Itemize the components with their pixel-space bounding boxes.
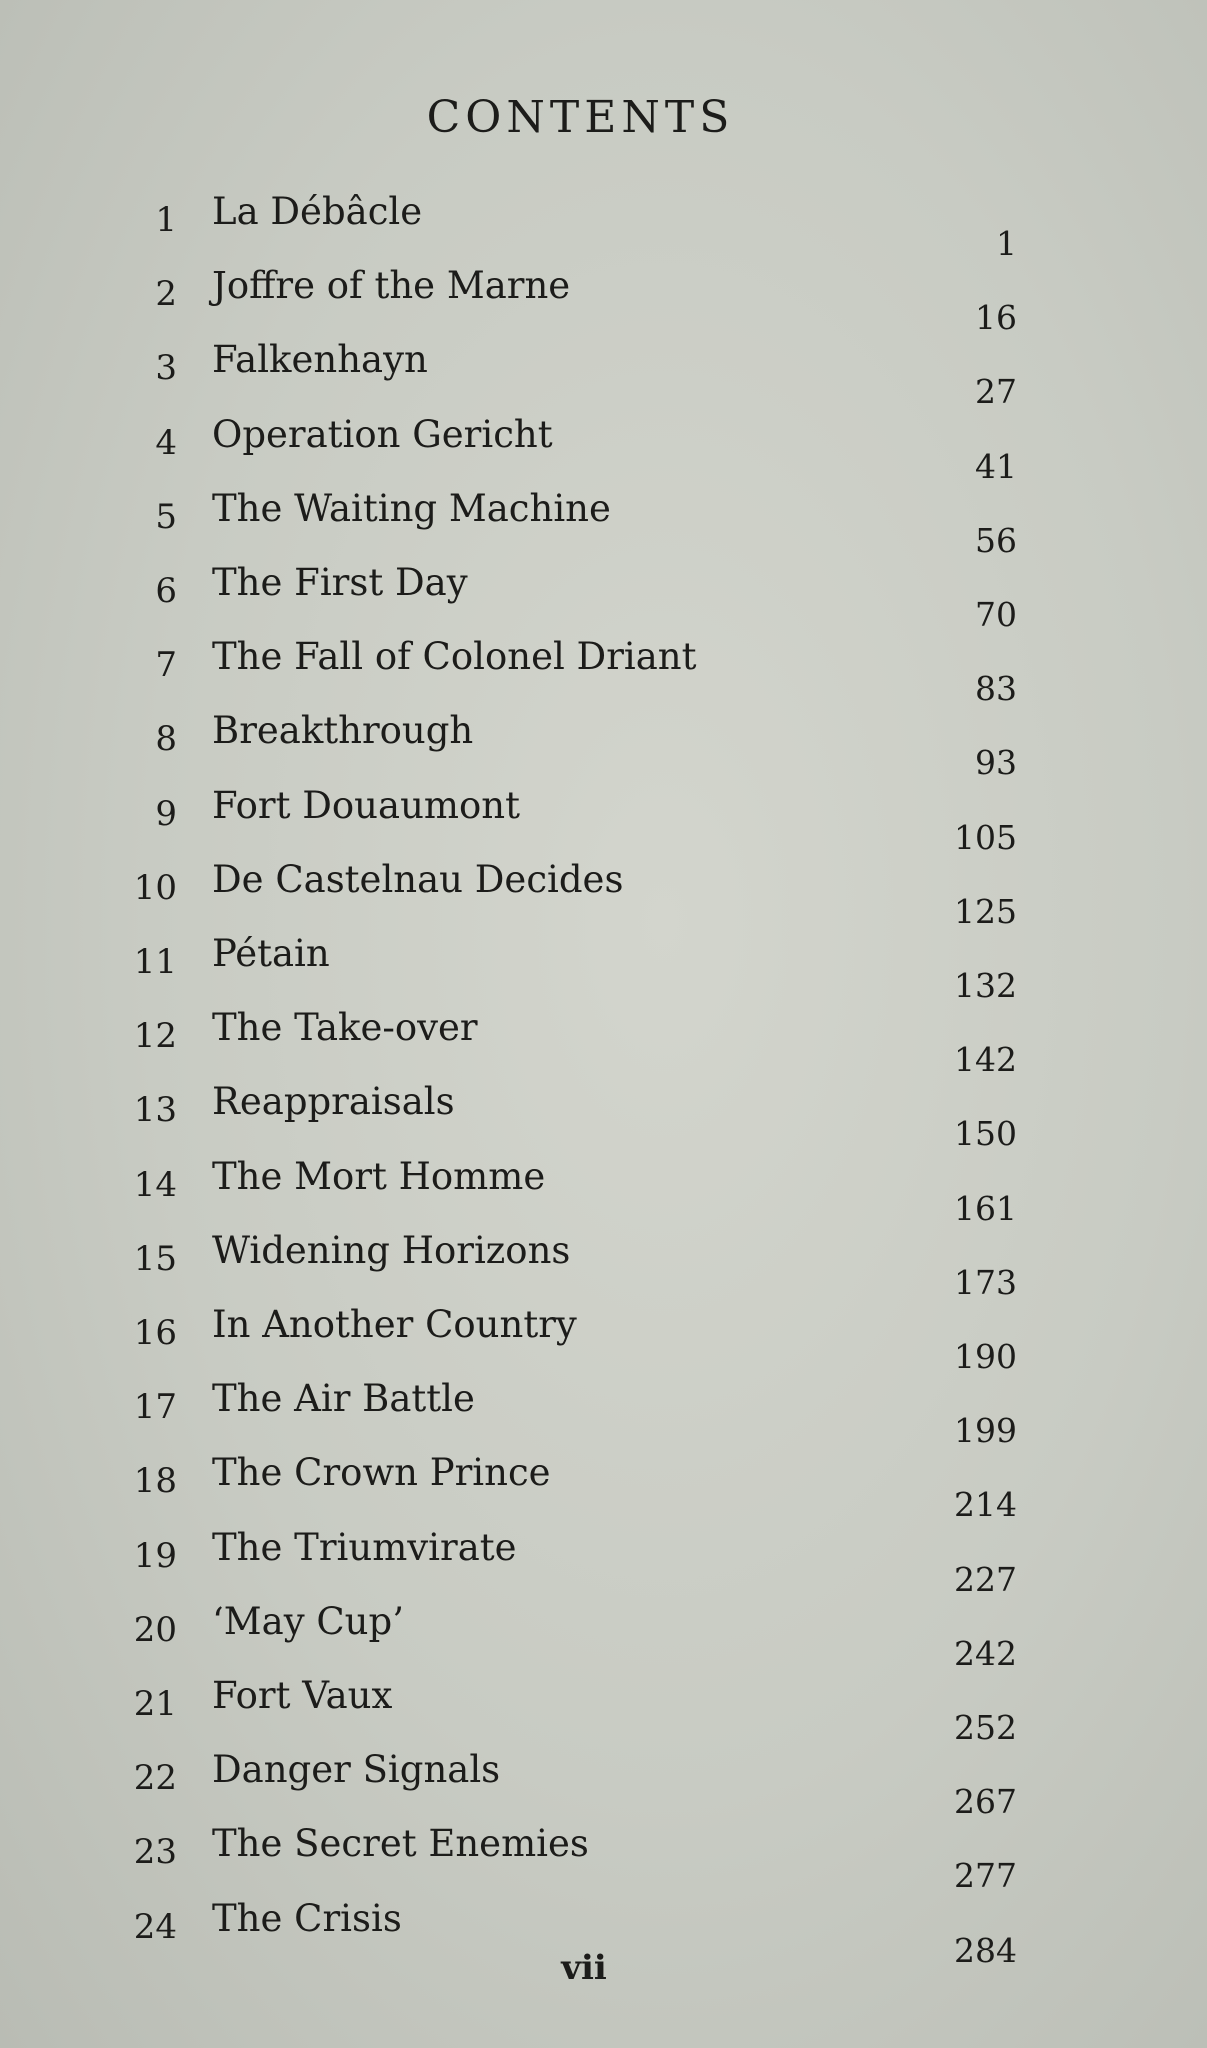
chapter-page-number: 190 (954, 1337, 1017, 1376)
toc-entry (0, 1822, 1207, 1896)
chapter-number: 21 (133, 1684, 177, 1724)
chapter-page-number: 1 (996, 224, 1017, 263)
chapter-title: The Air Battle (212, 1377, 475, 1421)
chapter-title: Pétain (212, 932, 330, 975)
chapter-page-number: 199 (954, 1411, 1017, 1451)
toc-entry (0, 932, 1207, 1005)
chapter-number: 11 (133, 942, 177, 982)
toc-entry (0, 190, 1207, 263)
chapter-number: 13 (133, 1090, 177, 1131)
chapter-page-number: 56 (975, 520, 1017, 560)
chapter-number: 2 (155, 274, 177, 315)
chapter-page-number: 227 (954, 1559, 1017, 1599)
chapter-title: De Castelnau Decides (212, 857, 624, 901)
chapter-number: 14 (133, 1164, 177, 1205)
toc-entry (0, 1303, 1207, 1376)
chapter-number: 15 (133, 1238, 177, 1279)
chapter-page-number: 70 (975, 595, 1017, 634)
chapter-page-number: 267 (954, 1782, 1017, 1822)
chapter-title: Joffre of the Marne (212, 264, 571, 308)
chapter-number: 12 (133, 1016, 177, 1057)
toc-entry (0, 1674, 1207, 1747)
chapter-title: The Take-over (212, 1006, 478, 1050)
chapter-title: The Mort Homme (212, 1154, 546, 1198)
chapter-number: 24 (133, 1906, 177, 1947)
toc-entry (0, 1228, 1207, 1302)
chapter-page-number: 214 (954, 1485, 1017, 1525)
chapter-title: The Triumvirate (212, 1525, 517, 1569)
chapter-number: 1 (155, 200, 177, 240)
toc-entry (0, 1080, 1207, 1154)
chapter-title: Danger Signals (212, 1748, 501, 1792)
toc-entry (0, 1006, 1207, 1080)
chapter-page-number: 242 (954, 1633, 1017, 1673)
toc-entry (0, 1748, 1207, 1822)
chapter-title: The Secret Enemies (212, 1822, 589, 1866)
chapter-title: The Waiting Machine (212, 486, 611, 530)
page-folio: vii (561, 1948, 607, 1988)
chapter-number: 6 (155, 571, 177, 611)
toc-entry (0, 412, 1207, 486)
chapter-page-number: 161 (954, 1188, 1017, 1228)
chapter-number: 19 (133, 1535, 177, 1576)
toc-entry (0, 709, 1207, 783)
chapter-title: Widening Horizons (212, 1228, 571, 1272)
toc-entry (0, 857, 1207, 931)
chapter-number: 5 (155, 496, 177, 537)
chapter-page-number: 93 (975, 743, 1017, 783)
chapter-number: 9 (155, 793, 177, 834)
chapter-page-number: 132 (954, 966, 1017, 1005)
chapter-page-number: 125 (954, 891, 1017, 931)
chapter-number: 20 (133, 1609, 177, 1650)
chapter-title: Fort Vaux (212, 1674, 393, 1717)
chapter-page-number: 16 (975, 298, 1017, 338)
toc-entry (0, 486, 1207, 560)
chapter-title: La Débâcle (212, 190, 423, 233)
toc-entry (0, 338, 1207, 412)
chapter-title: Operation Gericht (212, 412, 553, 456)
chapter-number: 4 (155, 422, 177, 463)
chapter-number: 8 (155, 719, 177, 760)
chapter-number: 17 (133, 1387, 177, 1428)
chapter-title: The Crown Prince (212, 1451, 551, 1495)
chapter-title: Breakthrough (212, 709, 474, 753)
chapter-number: 22 (133, 1758, 177, 1799)
chapter-title: ‘May Cup’ (212, 1599, 404, 1643)
toc-entry (0, 1377, 1207, 1451)
toc-entry (0, 561, 1207, 634)
chapter-title: The First Day (212, 561, 468, 604)
chapter-number: 10 (133, 867, 177, 908)
toc-entry (0, 1599, 1207, 1673)
chapter-page-number: 27 (975, 372, 1017, 412)
chapter-page-number: 150 (954, 1114, 1017, 1154)
toc-entry (0, 783, 1207, 857)
chapter-title: Falkenhayn (212, 338, 428, 382)
chapter-title: Fort Douaumont (212, 783, 520, 827)
toc-entry (0, 1525, 1207, 1599)
contents-heading: CONTENTS (426, 92, 735, 143)
chapter-title: The Crisis (212, 1896, 402, 1940)
chapter-page-number: 83 (975, 669, 1017, 709)
chapter-page-number: 41 (975, 446, 1017, 486)
chapter-page-number: 277 (954, 1856, 1017, 1896)
chapter-page-number: 173 (954, 1262, 1017, 1302)
toc-entry (0, 1451, 1207, 1525)
chapter-page-number: 252 (954, 1708, 1017, 1747)
chapter-page-number: 284 (954, 1930, 1017, 1970)
chapter-number: 3 (155, 348, 177, 389)
chapter-number: 18 (133, 1461, 177, 1502)
chapter-number: 16 (133, 1313, 177, 1353)
chapter-page-number: 105 (954, 817, 1017, 857)
chapter-number: 7 (155, 645, 177, 686)
chapter-title: In Another Country (212, 1303, 577, 1346)
toc-entry (0, 264, 1207, 338)
toc-entry (0, 635, 1207, 709)
chapter-page-number: 142 (954, 1040, 1017, 1080)
chapter-number: 23 (133, 1832, 177, 1873)
chapter-title: Reappraisals (212, 1080, 455, 1124)
toc-entry (0, 1154, 1207, 1228)
chapter-title: The Fall of Colonel Driant (212, 635, 697, 679)
